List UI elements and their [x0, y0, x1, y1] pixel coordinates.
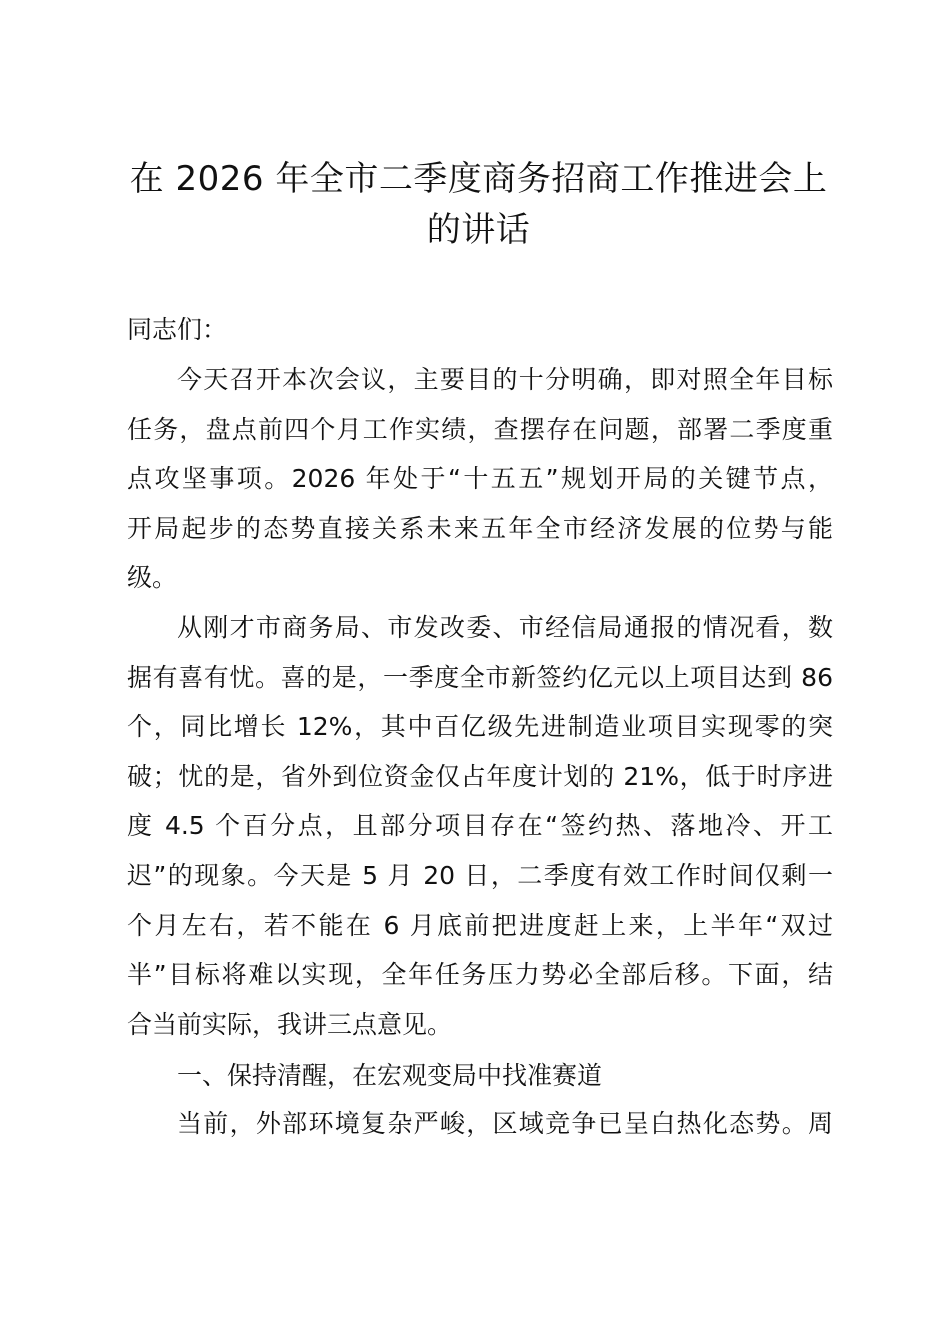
paragraph-2-line-2: 据有喜有忧。喜的是，一季度全市新签约亿元以上项目达到 86 — [127, 663, 833, 692]
paragraph-1-line-5: 级。 — [127, 563, 178, 592]
section-1-heading: 一、保持清醒，在宏观变局中找准赛道 — [177, 1061, 603, 1090]
paragraph-1-line-4: 开局起步的态势直接关系未来五年全市经济发展的位势与能 — [127, 514, 833, 543]
paragraph-2-line-1: 从刚才市商务局、市发改委、市经信局通报的情况看，数 — [177, 613, 833, 642]
paragraph-2-line-5: 度 4.5 个百分点，且部分项目存在“签约热、落地冷、开工 — [127, 811, 833, 840]
paragraph-1-line-3: 点攻坚事项。2026 年处于“十五五”规划开局的关键节点， — [127, 464, 833, 493]
paragraph-3-line-1: 当前，外部环境复杂严峻，区域竞争已呈白热化态势。周 — [177, 1109, 833, 1138]
document-title-line-2: 的讲话 — [426, 210, 531, 250]
greeting: 同志们： — [127, 315, 228, 344]
document-title-line-1: 在 2026 年全市二季度商务招商工作推进会上 — [129, 159, 828, 199]
paragraph-2-line-3: 个，同比增长 12%，其中百亿级先进制造业项目实现零的突 — [127, 712, 833, 741]
paragraph-2-line-9: 合当前实际，我讲三点意见。 — [127, 1010, 453, 1039]
paragraph-1-line-1: 今天召开本次会议，主要目的十分明确，即对照全年目标 — [177, 365, 833, 394]
paragraph-2-line-8: 半”目标将难以实现，全年任务压力势必全部后移。下面，结 — [127, 960, 833, 989]
paragraph-1-line-2: 任务，盘点前四个月工作实绩，查摆存在问题，部署二季度重 — [127, 415, 833, 444]
paragraph-2-line-4: 破；忧的是，省外到位资金仅占年度计划的 21%，低于时序进 — [127, 762, 833, 791]
paragraph-2-line-6: 迟”的现象。今天是 5 月 20 日，二季度有效工作时间仅剩一 — [127, 861, 833, 890]
paragraph-2-line-7: 个月左右，若不能在 6 月底前把进度赶上来，上半年“双过 — [127, 911, 833, 940]
